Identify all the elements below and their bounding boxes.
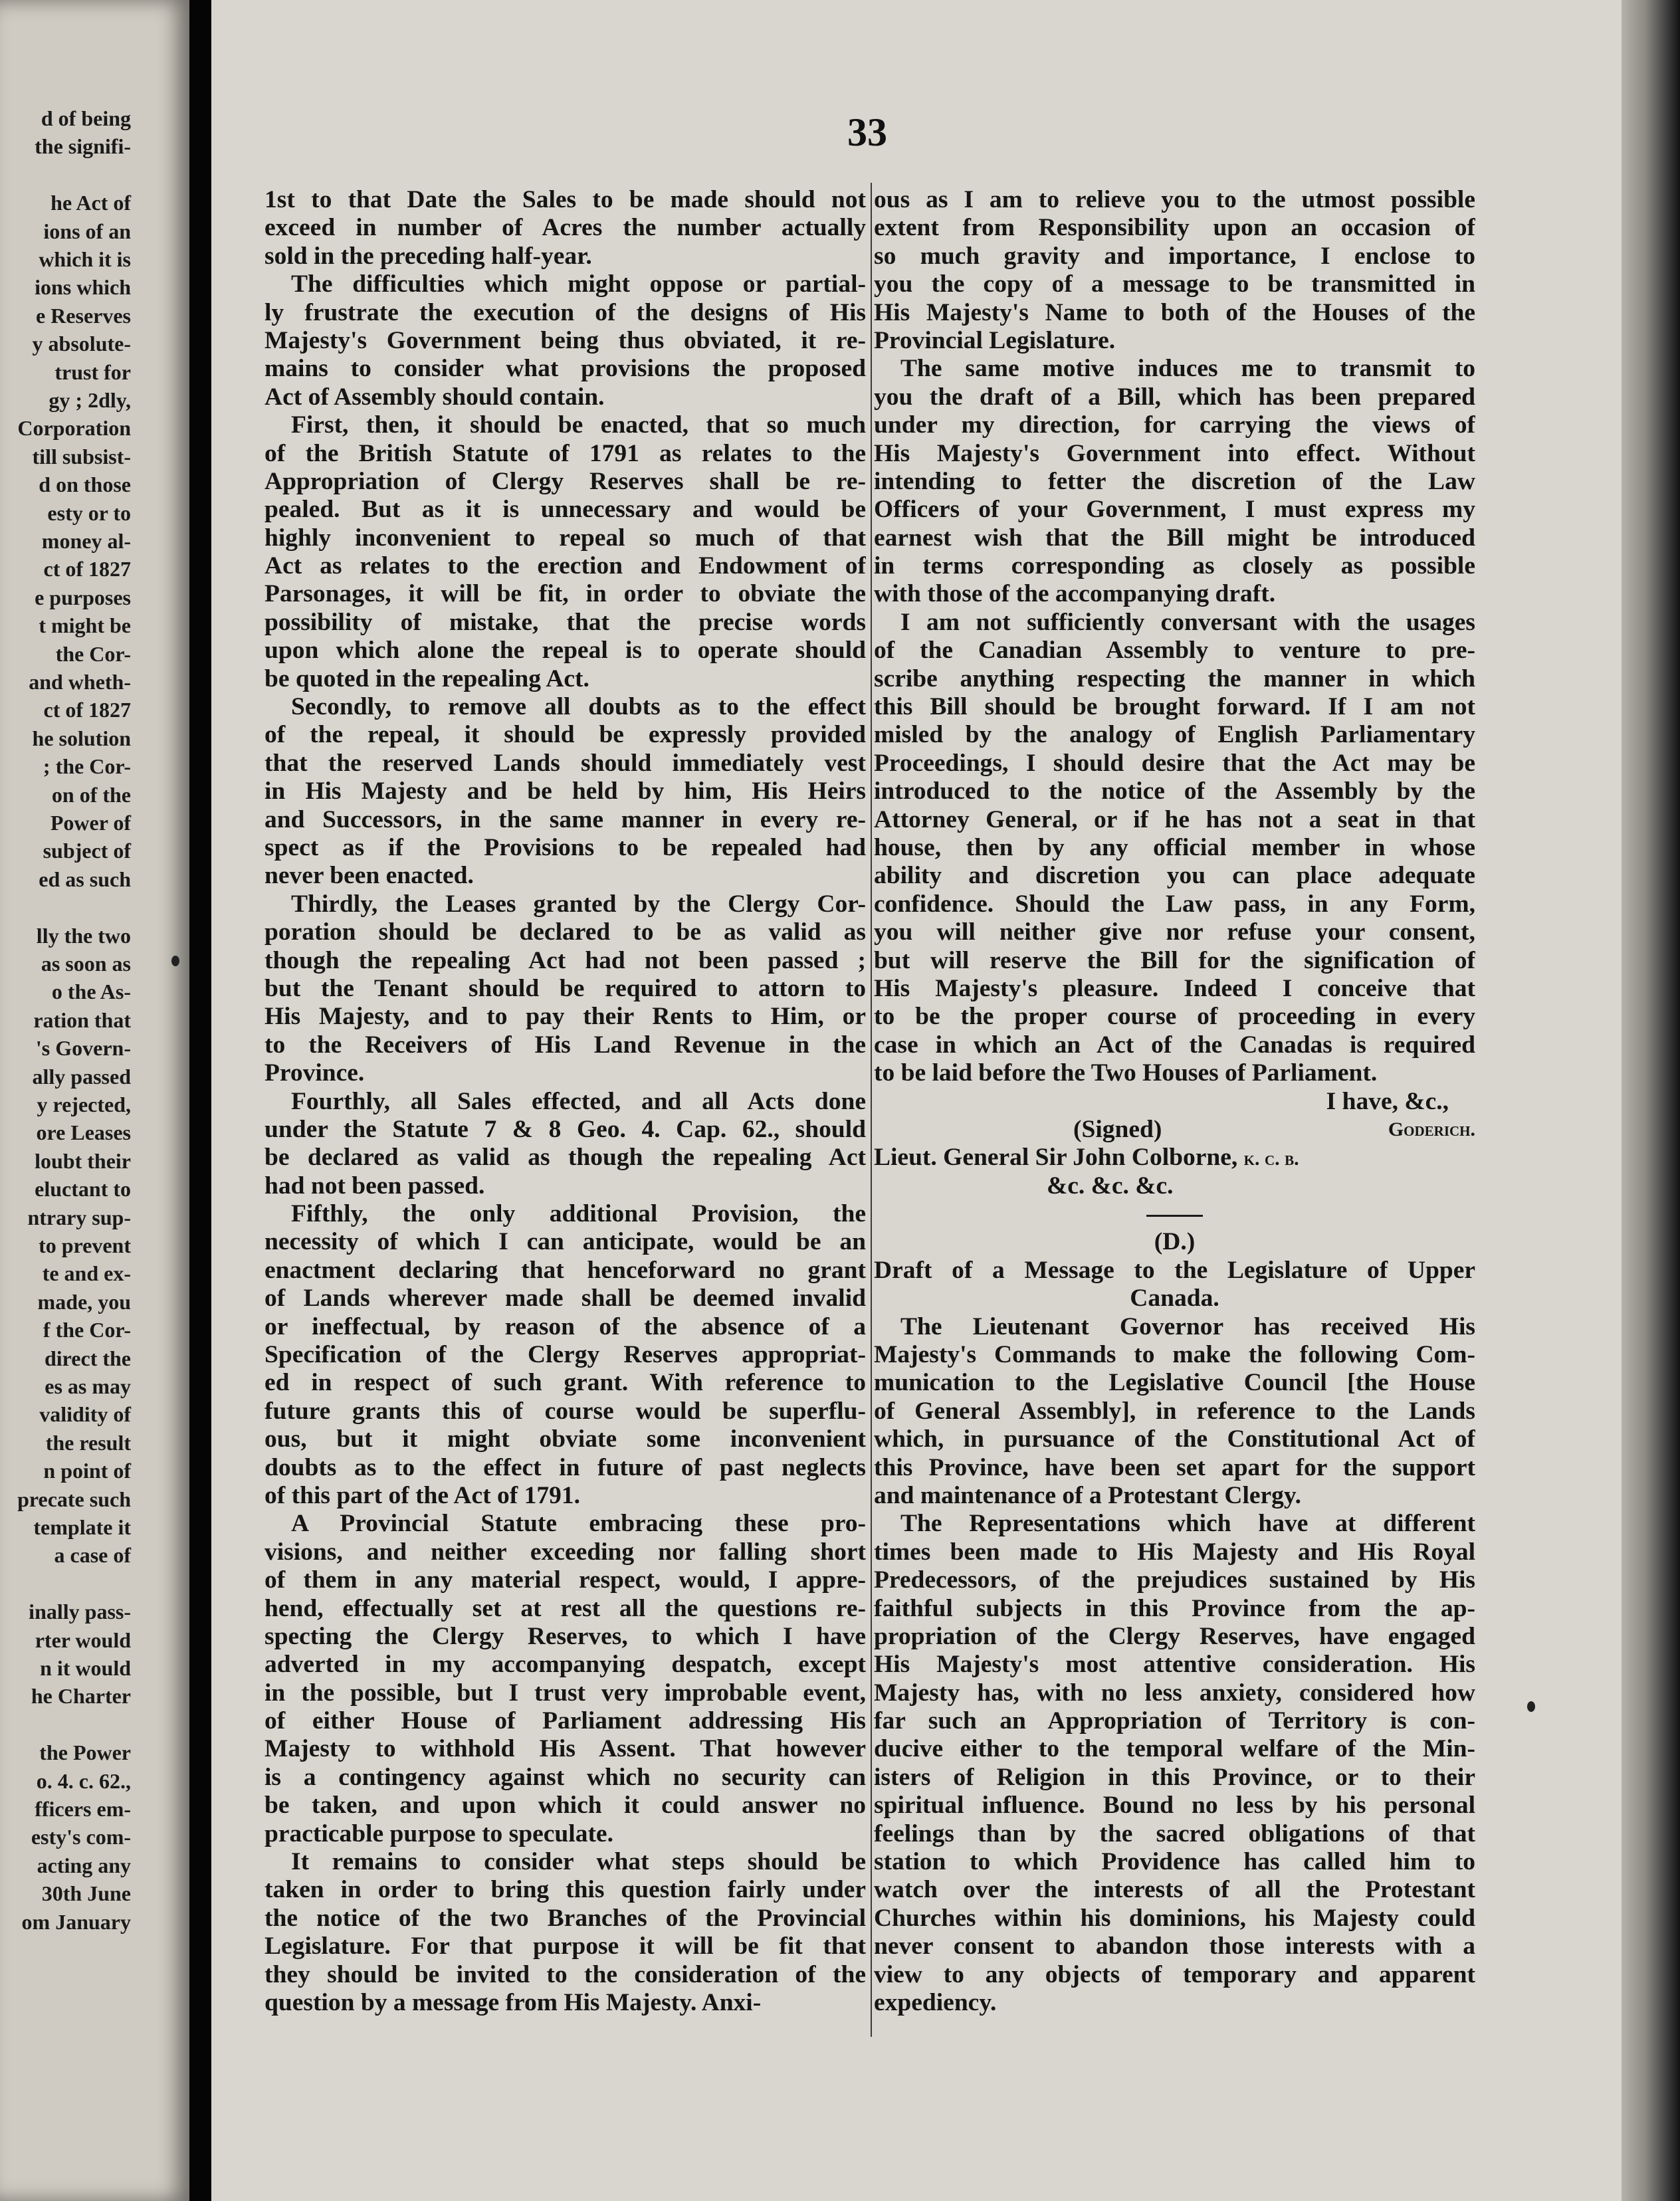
left-column-line: doubts as to the effect in future of past neglects: [264, 1453, 866, 1481]
left-column-line: that the reserved Lands should immediately vest: [264, 749, 866, 777]
left-column-line: of Lands wherever made shall be deemed invalid: [264, 1285, 866, 1312]
left-column: [264, 186, 866, 2017]
left-column-line: to the Receivers of His Land Revenue in the: [264, 1031, 866, 1059]
left-column-line: question by a message from His Majesty. Anxi-: [264, 1989, 762, 2016]
previous-page-line: lly the two: [36, 923, 131, 948]
left-column-line: and Successors, in the same manner in every re-: [264, 805, 866, 833]
right-column-top-line: Proceedings, I should desire that the Act may be: [874, 749, 1475, 777]
left-column-line: 1st to that Date the Sales to be made should not: [264, 186, 866, 213]
left-column-line: but the Tenant should be required to attorn to: [264, 974, 866, 1002]
left-column-line: His Majesty, and to pay their Rents to Him, or: [264, 1003, 866, 1031]
right-column-top-line: The same motive induces me to transmit to: [900, 355, 1475, 383]
right-column-bottom-line: isters of Religion in this Province, or to their: [874, 1763, 1475, 1791]
previous-page-line: on of the: [51, 782, 131, 807]
previous-page-line: te and ex-: [42, 1261, 131, 1286]
addressee-etc: &c. &c. &c.: [1047, 1172, 1174, 1200]
previous-page-line: d on those: [39, 472, 131, 497]
left-column-line: First, then, it should be enacted, that so much: [291, 411, 866, 439]
left-column-line: The difficulties which might oppose or partial-: [291, 270, 866, 298]
right-column-bottom-line: Predecessors, of the prejudices sustained by His: [874, 1566, 1475, 1594]
left-column-line: enactment declaring that henceforward no grant: [264, 1256, 866, 1284]
previous-page-line: eluctant to: [35, 1177, 131, 1202]
right-column-bottom-line: The Lieutenant Governor has received His: [900, 1312, 1475, 1340]
previous-page-line: a case of: [54, 1543, 131, 1568]
left-column-line: taken in order to bring this question fairly under: [264, 1876, 866, 1904]
right-column-bottom-line: of General Assembly], in reference to the Lands: [874, 1397, 1475, 1425]
previous-page-line: ally passed: [32, 1064, 131, 1089]
previous-page-line: gy ; 2dly,: [49, 388, 131, 412]
left-column-line: Majesty's Government being thus obviated, it re-: [264, 326, 866, 354]
previous-page-line: ct of 1827: [43, 698, 131, 722]
right-column-bottom-line: station to which Providence has called him to: [874, 1848, 1475, 1876]
previous-page-line: to prevent: [39, 1233, 131, 1257]
right-column-top-line: His Majesty's pleasure. Indeed I conceive that: [874, 974, 1475, 1002]
right-column-bottom-line: ducive either to the temporal welfare of the Min-: [874, 1735, 1475, 1763]
right-column-top-line: Officers of your Government, I must express my: [874, 496, 1475, 524]
previous-page-line: made, you: [37, 1289, 131, 1314]
left-column-line: necessity of which I can anticipate, would be an: [264, 1228, 866, 1256]
previous-page-line: esty's com-: [31, 1825, 131, 1849]
draft-heading: [874, 1257, 1475, 1313]
left-column-line: be quoted in the repealing Act.: [264, 665, 589, 692]
left-column-line: practicable purpose to speculate.: [264, 1820, 613, 1847]
right-column-bottom-line: this Province, have been set apart for the support: [874, 1453, 1475, 1481]
page-edge: [1622, 0, 1680, 2201]
previous-page-line: ct of 1827: [43, 557, 131, 581]
previous-page-line: till subsist-: [32, 444, 131, 469]
right-column-top-line: Attorney General, or if he has not a seat in that: [874, 805, 1475, 833]
right-column-bottom-line: Majesty's Commands to make the following Com-: [874, 1341, 1475, 1369]
previous-page-line: ore Leases: [36, 1120, 131, 1145]
draft-message-body: [874, 1313, 1475, 2018]
right-column-top-line: with those of the accompanying draft.: [874, 580, 1276, 608]
previous-page-line: f the Cor-: [43, 1318, 131, 1342]
right-column-top-line: ability and discretion you can place adequate: [874, 862, 1475, 890]
column-divider: [871, 183, 872, 2037]
closing-salutation: I have, &c.,: [1326, 1087, 1449, 1115]
previous-page-line: the Cor-: [55, 641, 131, 666]
previous-page-line: 's Govern-: [35, 1036, 131, 1061]
previous-page-line: ions which: [35, 275, 131, 300]
previous-page-line: o. 4. c. 62.,: [36, 1768, 131, 1793]
left-column-line: ed in respect of such grant. With reference to: [264, 1369, 866, 1397]
left-column-line: Fifthly, the only additional Provision, the: [291, 1200, 866, 1228]
left-column-line: Appropriation of Clergy Reserves shall be re-: [264, 467, 866, 495]
right-column-top-line: you will neither give nor refuse your consent,: [874, 918, 1475, 946]
previous-page-line: precate such: [17, 1487, 131, 1511]
previous-page-line: he Charter: [31, 1684, 131, 1709]
signer-name: Goderich.: [1388, 1118, 1475, 1140]
signature-line: [874, 1116, 1475, 1144]
right-column-bottom-line: His Majesty's most attentive consideration. His: [874, 1651, 1475, 1679]
previous-page-line: as soon as: [41, 952, 131, 976]
right-column-top-line: misled by the analogy of English Parliamentary: [874, 721, 1475, 749]
left-column-line: though the repealing Act had not been passed ;: [264, 946, 866, 974]
right-column-top-line: His Majesty's Government into effect. Without: [874, 439, 1475, 467]
left-column-line: upon which alone the repeal is to operate should: [264, 637, 866, 665]
left-column-line: pealed. But as it is unnecessary and would be: [264, 496, 866, 524]
left-column-line: of either House of Parliament addressing His: [264, 1707, 866, 1735]
previous-page-line: the Power: [39, 1740, 131, 1765]
left-column-line: in His Majesty and be held by him, His Heirs: [264, 778, 866, 805]
previous-page-line: trust for: [54, 360, 131, 384]
previous-page-line: which it is: [39, 247, 131, 271]
right-column-top-line: extent from Responsibility upon an occasion of: [874, 214, 1475, 242]
left-column-line: mains to consider what provisions the proposed: [264, 355, 866, 383]
previous-page-line: esty or to: [47, 500, 131, 525]
previous-page-line: template it: [33, 1515, 131, 1539]
right-column-top-line: you the draft of a Bill, which has been prepared: [874, 383, 1475, 411]
previous-page-line: n it would: [40, 1656, 131, 1680]
left-column-line: Legislature. For that purpose it will be fit that: [264, 1933, 866, 1960]
right-column-bottom-line: and maintenance of a Protestant Clergy.: [874, 1481, 1301, 1509]
section-separator: [874, 1200, 1475, 1228]
left-column-line: Province.: [264, 1059, 365, 1087]
left-column-line: Majesty to withhold His Assent. That however: [264, 1735, 866, 1763]
left-column-line: of the repeal, it should be expressly provided: [264, 721, 866, 749]
previous-page-line: ions of an: [43, 219, 131, 243]
left-column-line: adverted in my accompanying despatch, except: [264, 1651, 866, 1679]
previous-page-line: he solution: [32, 726, 131, 750]
previous-page-line: d of being: [41, 106, 131, 130]
previous-page-line: ed as such: [39, 867, 131, 891]
previous-page-line: Power of: [50, 811, 131, 835]
right-column-top-line: but will reserve the Bill for the signification of: [874, 946, 1475, 974]
previous-page-line: y absolute-: [32, 332, 131, 356]
right-column-top-line: of the Canadian Assembly to venture to pre-: [874, 637, 1475, 665]
previous-page-line: validity of: [39, 1402, 131, 1427]
draft-heading-line: Canada.: [1130, 1285, 1219, 1312]
right-column-top-line: Provincial Legislature.: [874, 326, 1116, 354]
left-column-line: future grants this of course would be superflu-: [264, 1397, 866, 1425]
left-column-line: specting the Clergy Reserves, to which I have: [264, 1622, 866, 1650]
left-column-line: of this part of the Act of 1791.: [264, 1481, 580, 1509]
right-column-top-line: in terms corresponding as closely as possible: [874, 552, 1475, 580]
previous-page-line: ; the Cor-: [43, 754, 131, 779]
left-column-line: had not been passed.: [264, 1172, 485, 1200]
left-column-line: Thirdly, the Leases granted by the Clergy Cor-: [291, 890, 866, 918]
previous-page-line: fficers em-: [35, 1797, 131, 1821]
right-column-top-line: ous as I am to relieve you to the utmost possible: [874, 186, 1475, 213]
left-column-line: spect as if the Provisions to be repealed had: [264, 833, 866, 861]
right-column: [874, 186, 1475, 2017]
previous-page-line: inally pass-: [29, 1600, 131, 1624]
right-column-top-line: you the copy of a message to be transmitted in: [874, 270, 1475, 298]
left-column-line: possibility of mistake, that the precise words: [264, 608, 866, 636]
previous-page-line: he Act of: [51, 191, 131, 215]
ink-speck: [1527, 1701, 1535, 1712]
left-column-line: sold in the preceding half-year.: [264, 242, 592, 270]
right-column-bottom-line: munication to the Legislative Council [the House: [874, 1369, 1475, 1397]
left-column-line: Act as relates to the erection and Endowment of: [264, 552, 866, 580]
right-column-bottom-line: propriation of the Clergy Reserves, have engaged: [874, 1622, 1475, 1650]
letter-continuation: [874, 186, 1475, 1088]
previous-page-line: ration that: [33, 1007, 131, 1032]
previous-page-line: rter would: [35, 1627, 131, 1652]
previous-page-line: acting any: [37, 1853, 131, 1877]
left-column-line: under the Statute 7 & 8 Geo. 4. Cap. 62., should: [264, 1115, 866, 1143]
right-column-top-line: earnest wish that the Bill might be introduced: [874, 524, 1475, 552]
left-column-line: they should be invited to the consideration of the: [264, 1960, 866, 1988]
signed-label: (Signed): [1073, 1115, 1162, 1143]
left-column-line: never been enacted.: [264, 862, 474, 890]
left-column-line: Parsonages, it will be fit, in order to obviate the: [264, 580, 866, 608]
previous-page-line: o the As-: [51, 980, 131, 1004]
right-column-top-line: introduced to the notice of the Assembly by the: [874, 778, 1475, 805]
book-gutter: [189, 0, 213, 2201]
previous-page-line: money al-: [41, 529, 131, 553]
left-column-line: be taken, and upon which it could answer no: [264, 1792, 866, 1820]
previous-page-line: y rejected,: [37, 1093, 131, 1116]
left-column-line: be declared as valid as though the repealing Act: [264, 1144, 866, 1172]
left-column-line: the notice of the two Branches of the Provincial: [264, 1904, 866, 1932]
right-column-bottom-line: The Representations which have at different: [900, 1510, 1475, 1538]
right-column-top-line: to be laid before the Two Houses of Parliament.: [874, 1059, 1378, 1087]
previous-page-line: om January: [21, 1909, 131, 1934]
left-column-line: or ineffectual, by reason of the absence of a: [264, 1312, 866, 1340]
left-column-line: is a contingency against which no security can: [264, 1763, 866, 1791]
left-column-line: of them in any material respect, would, I appre-: [264, 1566, 866, 1594]
previous-page-line: t might be: [39, 613, 131, 638]
right-column-top-line: I am not sufficiently conversant with the usages: [900, 608, 1475, 636]
right-column-top-line: this Bill should be brought forward. If I am not: [874, 693, 1475, 721]
right-column-top-line: confidence. Should the Law pass, in any Form,: [874, 890, 1475, 918]
right-column-bottom-line: Churches within his dominions, his Majesty could: [874, 1904, 1475, 1932]
left-column-line: poration should be declared to be as valid as: [264, 918, 866, 946]
ink-speck: [171, 956, 179, 966]
left-column-line: visions, and neither exceeding nor falling short: [264, 1538, 866, 1566]
right-column-bottom-line: Majesty has, with no less anxiety, considered how: [874, 1679, 1475, 1707]
right-column-top-line: intending to fetter the discretion of the Law: [874, 467, 1475, 495]
right-column-top-line: house, then by any official member in whose: [874, 833, 1475, 861]
right-column-bottom-line: far such an Appropriation of Territory is con-: [874, 1707, 1475, 1735]
right-column-bottom-line: expediency.: [874, 1989, 997, 2016]
draft-heading-line: Draft of a Message to the Legislature of Upper: [874, 1256, 1475, 1284]
previous-page-line: e purposes: [35, 585, 131, 609]
right-column-bottom-line: view to any objects of temporary and apparent: [874, 1960, 1475, 1988]
left-column-line: Fourthly, all Sales effected, and all Acts done: [291, 1087, 866, 1115]
previous-page-line: Corporation: [17, 416, 131, 441]
right-column-top-line: case in which an Act of the Canadas is required: [874, 1031, 1475, 1059]
previous-page-line: and wheth-: [29, 670, 131, 694]
page-number: 33: [847, 110, 887, 154]
previous-page-strip: [0, 0, 189, 2201]
left-column-line: ly frustrate the execution of the designs of His: [264, 298, 866, 326]
right-column-top-line: so much gravity and importance, I enclose to: [874, 242, 1475, 270]
left-column-line: ous, but it might obviate some inconvenient: [264, 1425, 866, 1453]
right-column-bottom-line: which, in pursuance of the Constitutional Act of: [874, 1425, 1475, 1453]
appendix-label: (D.): [1154, 1228, 1196, 1256]
left-column-line: Act of Assembly should contain.: [264, 383, 605, 411]
right-column-top-line: His Majesty's Name to both of the Houses of the: [874, 298, 1475, 326]
right-column-bottom-line: feelings than by the sacred obligations of that: [874, 1820, 1475, 1847]
left-column-line: Specification of the Clergy Reserves appropriat-: [264, 1341, 866, 1369]
addressee-name: Lieut. General Sir John Colborne,: [874, 1144, 1238, 1172]
right-column-bottom-line: watch over the interests of all the Protestant: [874, 1876, 1475, 1904]
previous-page-line: ntrary sup-: [27, 1205, 131, 1229]
previous-page-line: es as may: [45, 1374, 131, 1398]
left-column-line: A Provincial Statute embracing these pro-: [291, 1510, 866, 1538]
addressee-line: [874, 1144, 1475, 1172]
left-column-line: highly inconvenient to repeal so much of that: [264, 524, 866, 552]
left-column-line: It remains to consider what steps should be: [291, 1848, 866, 1876]
previous-page-line: the result: [45, 1430, 131, 1455]
right-column-bottom-line: spiritual influence. Bound no less by his personal: [874, 1792, 1475, 1820]
previous-page-line: direct the: [44, 1346, 131, 1370]
previous-page-line: subject of: [43, 839, 131, 863]
previous-page-line: the signifi-: [35, 134, 131, 159]
previous-page-line: loubt their: [35, 1148, 131, 1173]
right-column-top-line: under my direction, for carrying the views of: [874, 411, 1475, 439]
right-column-top-line: to be the proper course of proceeding in every: [874, 1003, 1475, 1031]
right-column-bottom-line: times been made to His Majesty and His Royal: [874, 1538, 1475, 1566]
left-column-line: in the possible, but I trust very improbable event,: [264, 1679, 866, 1707]
addressee-honours: k. c. b.: [1243, 1148, 1299, 1170]
left-column-line: Secondly, to remove all doubts as to the effect: [291, 693, 866, 721]
previous-page-line: e Reserves: [35, 303, 131, 328]
previous-page-line: 30th June: [41, 1881, 131, 1906]
left-column-line: exceed in number of Acres the number actually: [264, 214, 866, 242]
right-column-bottom-line: faithful subjects in this Province from the ap-: [874, 1594, 1475, 1622]
previous-page-line: n point of: [43, 1459, 131, 1483]
left-column-line: hend, effectually set at rest all the questions re-: [264, 1594, 866, 1622]
left-column-line: of the British Statute of 1791 as relates to the: [264, 439, 866, 467]
right-column-top-line: scribe anything respecting the manner in which: [874, 665, 1475, 692]
right-column-bottom-line: never consent to abandon those interests with a: [874, 1933, 1475, 1960]
